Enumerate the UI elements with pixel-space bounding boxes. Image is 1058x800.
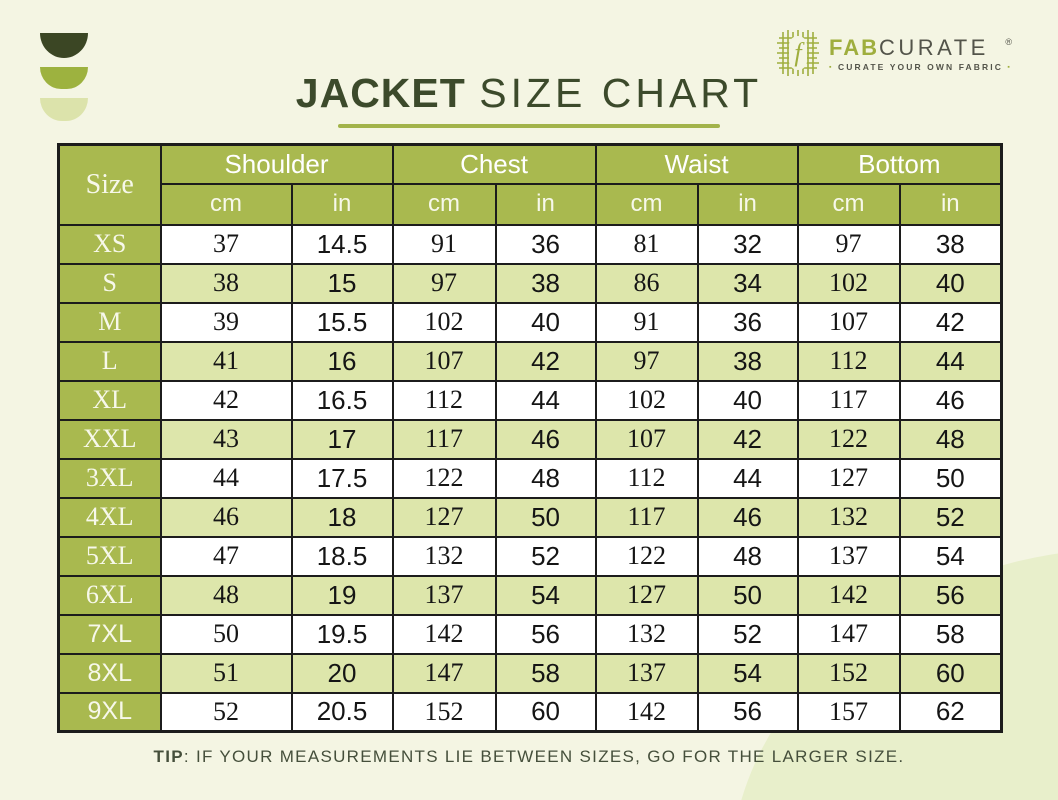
page-title xyxy=(0,72,1058,114)
table-cell: 48 xyxy=(900,420,1002,459)
table-cell: 42 xyxy=(496,342,596,381)
unit-header-shoulder-in: in xyxy=(292,184,393,225)
table-row-4xl xyxy=(59,498,1002,537)
table-cell: 122 xyxy=(393,459,496,498)
table-cell: 43 xyxy=(161,420,292,459)
table-cell: 15 xyxy=(292,264,393,303)
table-cell: 52 xyxy=(496,537,596,576)
table-cell: 102 xyxy=(596,381,698,420)
table-cell: 39 xyxy=(161,303,292,342)
size-chart-table-wrap xyxy=(57,143,1003,733)
column-group-chest: Chest xyxy=(393,145,596,184)
table-row-8xl xyxy=(59,654,1002,693)
table-cell: 60 xyxy=(496,693,596,732)
tagline-right-bullet: ▪ xyxy=(1007,64,1012,71)
brand-fab: FAB xyxy=(828,35,879,60)
column-group-bottom: Bottom xyxy=(798,145,1002,184)
fabcurate-logo xyxy=(775,28,1012,78)
table-cell: 48 xyxy=(496,459,596,498)
table-row-m xyxy=(59,303,1002,342)
table-row-s xyxy=(59,264,1002,303)
unit-header-waist-cm: cm xyxy=(596,184,698,225)
unit-header-chest-in: in xyxy=(496,184,596,225)
table-cell: 19.5 xyxy=(292,615,393,654)
registered-trademark: ® xyxy=(1005,37,1012,47)
size-label-s: S xyxy=(59,264,161,303)
table-cell: 91 xyxy=(596,303,698,342)
table-cell: 147 xyxy=(798,615,900,654)
table-cell: 127 xyxy=(596,576,698,615)
dark-half-circle xyxy=(40,33,88,58)
table-cell: 112 xyxy=(798,342,900,381)
table-cell: 117 xyxy=(393,420,496,459)
svg-text:f: f xyxy=(794,38,802,67)
table-cell: 107 xyxy=(798,303,900,342)
table-cell: 112 xyxy=(393,381,496,420)
table-cell: 34 xyxy=(698,264,798,303)
table-row-xs xyxy=(59,225,1002,264)
size-label-8xl: 8XL xyxy=(59,654,161,693)
table-cell: 38 xyxy=(698,342,798,381)
table-cell: 52 xyxy=(900,498,1002,537)
table-cell: 42 xyxy=(161,381,292,420)
brand-curate: CURATE xyxy=(878,35,989,60)
table-cell: 17 xyxy=(292,420,393,459)
logo-text xyxy=(829,28,1012,72)
table-cell: 117 xyxy=(596,498,698,537)
table-cell: 91 xyxy=(393,225,496,264)
table-cell: 19 xyxy=(292,576,393,615)
size-label-3xl: 3XL xyxy=(59,459,161,498)
table-cell: 52 xyxy=(161,693,292,732)
table-cell: 58 xyxy=(900,615,1002,654)
table-cell: 122 xyxy=(596,537,698,576)
brand-tagline xyxy=(829,62,1012,72)
table-row-9xl xyxy=(59,693,1002,732)
unit-header-chest-cm: cm xyxy=(393,184,496,225)
table-cell: 81 xyxy=(596,225,698,264)
table-cell: 157 xyxy=(798,693,900,732)
table-cell: 37 xyxy=(161,225,292,264)
column-header-size: Size xyxy=(59,145,161,225)
table-cell: 51 xyxy=(161,654,292,693)
table-row-l xyxy=(59,342,1002,381)
table-cell: 48 xyxy=(698,537,798,576)
unit-header-waist-in: in xyxy=(698,184,798,225)
tip-note xyxy=(0,747,1058,767)
table-cell: 32 xyxy=(698,225,798,264)
table-cell: 50 xyxy=(496,498,596,537)
size-label-l: L xyxy=(59,342,161,381)
table-cell: 86 xyxy=(596,264,698,303)
size-label-xs: XS xyxy=(59,225,161,264)
table-cell: 152 xyxy=(798,654,900,693)
table-cell: 50 xyxy=(900,459,1002,498)
table-cell: 142 xyxy=(596,693,698,732)
table-cell: 14.5 xyxy=(292,225,393,264)
unit-header-bottom-in: in xyxy=(900,184,1002,225)
table-cell: 40 xyxy=(496,303,596,342)
table-cell: 107 xyxy=(393,342,496,381)
tip-text: : IF YOUR MEASUREMENTS LIE BETWEEN SIZES, GO FOR THE LARGER SIZE. xyxy=(183,747,905,766)
size-label-6xl: 6XL xyxy=(59,576,161,615)
table-cell: 112 xyxy=(596,459,698,498)
size-label-m: M xyxy=(59,303,161,342)
page-title-light: SIZE CHART xyxy=(479,70,763,116)
table-cell: 102 xyxy=(798,264,900,303)
fabric-grid-icon xyxy=(775,28,821,78)
table-cell: 54 xyxy=(496,576,596,615)
table-cell: 147 xyxy=(393,654,496,693)
table-cell: 44 xyxy=(496,381,596,420)
table-cell: 62 xyxy=(900,693,1002,732)
table-cell: 102 xyxy=(393,303,496,342)
table-cell: 38 xyxy=(900,225,1002,264)
tip-label: TIP xyxy=(153,747,184,766)
table-row-xxl xyxy=(59,420,1002,459)
tagline-left-bullet: ▪ xyxy=(828,64,834,71)
table-cell: 107 xyxy=(596,420,698,459)
table-cell: 132 xyxy=(393,537,496,576)
table-cell: 16 xyxy=(292,342,393,381)
size-label-4xl: 4XL xyxy=(59,498,161,537)
tagline-text: CURATE YOUR OWN FABRIC xyxy=(838,62,1003,72)
table-cell: 132 xyxy=(596,615,698,654)
size-label-5xl: 5XL xyxy=(59,537,161,576)
size-chart-table xyxy=(57,143,1003,733)
column-group-shoulder: Shoulder xyxy=(161,145,393,184)
table-cell: 97 xyxy=(393,264,496,303)
table-cell: 44 xyxy=(698,459,798,498)
table-cell: 20.5 xyxy=(292,693,393,732)
table-cell: 97 xyxy=(596,342,698,381)
table-cell: 142 xyxy=(798,576,900,615)
table-row-7xl xyxy=(59,615,1002,654)
table-cell: 56 xyxy=(900,576,1002,615)
table-cell: 42 xyxy=(698,420,798,459)
size-label-xxl: XXL xyxy=(59,420,161,459)
table-cell: 15.5 xyxy=(292,303,393,342)
table-cell: 16.5 xyxy=(292,381,393,420)
table-cell: 137 xyxy=(596,654,698,693)
table-cell: 56 xyxy=(698,693,798,732)
table-cell: 46 xyxy=(496,420,596,459)
size-label-xl: XL xyxy=(59,381,161,420)
table-row-xl xyxy=(59,381,1002,420)
table-cell: 50 xyxy=(161,615,292,654)
table-cell: 54 xyxy=(698,654,798,693)
unit-header-bottom-cm: cm xyxy=(798,184,900,225)
table-cell: 20 xyxy=(292,654,393,693)
table-cell: 18 xyxy=(292,498,393,537)
table-cell: 46 xyxy=(900,381,1002,420)
table-cell: 56 xyxy=(496,615,596,654)
table-cell: 58 xyxy=(496,654,596,693)
table-cell: 97 xyxy=(798,225,900,264)
table-cell: 132 xyxy=(798,498,900,537)
table-cell: 127 xyxy=(393,498,496,537)
table-cell: 40 xyxy=(900,264,1002,303)
table-cell: 52 xyxy=(698,615,798,654)
table-cell: 142 xyxy=(393,615,496,654)
table-cell: 41 xyxy=(161,342,292,381)
table-cell: 48 xyxy=(161,576,292,615)
table-cell: 44 xyxy=(161,459,292,498)
table-cell: 152 xyxy=(393,693,496,732)
column-group-waist: Waist xyxy=(596,145,798,184)
table-cell: 50 xyxy=(698,576,798,615)
table-cell: 44 xyxy=(900,342,1002,381)
table-cell: 42 xyxy=(900,303,1002,342)
table-cell: 36 xyxy=(698,303,798,342)
size-label-7xl: 7XL xyxy=(59,615,161,654)
table-cell: 18.5 xyxy=(292,537,393,576)
page-title-block xyxy=(0,72,1058,128)
table-row-5xl xyxy=(59,537,1002,576)
table-cell: 60 xyxy=(900,654,1002,693)
table-cell: 127 xyxy=(798,459,900,498)
table-cell: 17.5 xyxy=(292,459,393,498)
table-cell: 38 xyxy=(161,264,292,303)
page-title-bold: JACKET xyxy=(295,70,466,116)
table-cell: 117 xyxy=(798,381,900,420)
table-cell: 46 xyxy=(698,498,798,537)
table-cell: 40 xyxy=(698,381,798,420)
title-underline xyxy=(338,124,720,128)
table-cell: 38 xyxy=(496,264,596,303)
unit-header-shoulder-cm: cm xyxy=(161,184,292,225)
brand-name xyxy=(829,37,1012,59)
table-row-3xl xyxy=(59,459,1002,498)
table-cell: 47 xyxy=(161,537,292,576)
table-cell: 122 xyxy=(798,420,900,459)
size-label-9xl: 9XL xyxy=(59,693,161,732)
table-cell: 46 xyxy=(161,498,292,537)
table-cell: 54 xyxy=(900,537,1002,576)
table-cell: 137 xyxy=(798,537,900,576)
table-row-6xl xyxy=(59,576,1002,615)
table-cell: 137 xyxy=(393,576,496,615)
table-cell: 36 xyxy=(496,225,596,264)
